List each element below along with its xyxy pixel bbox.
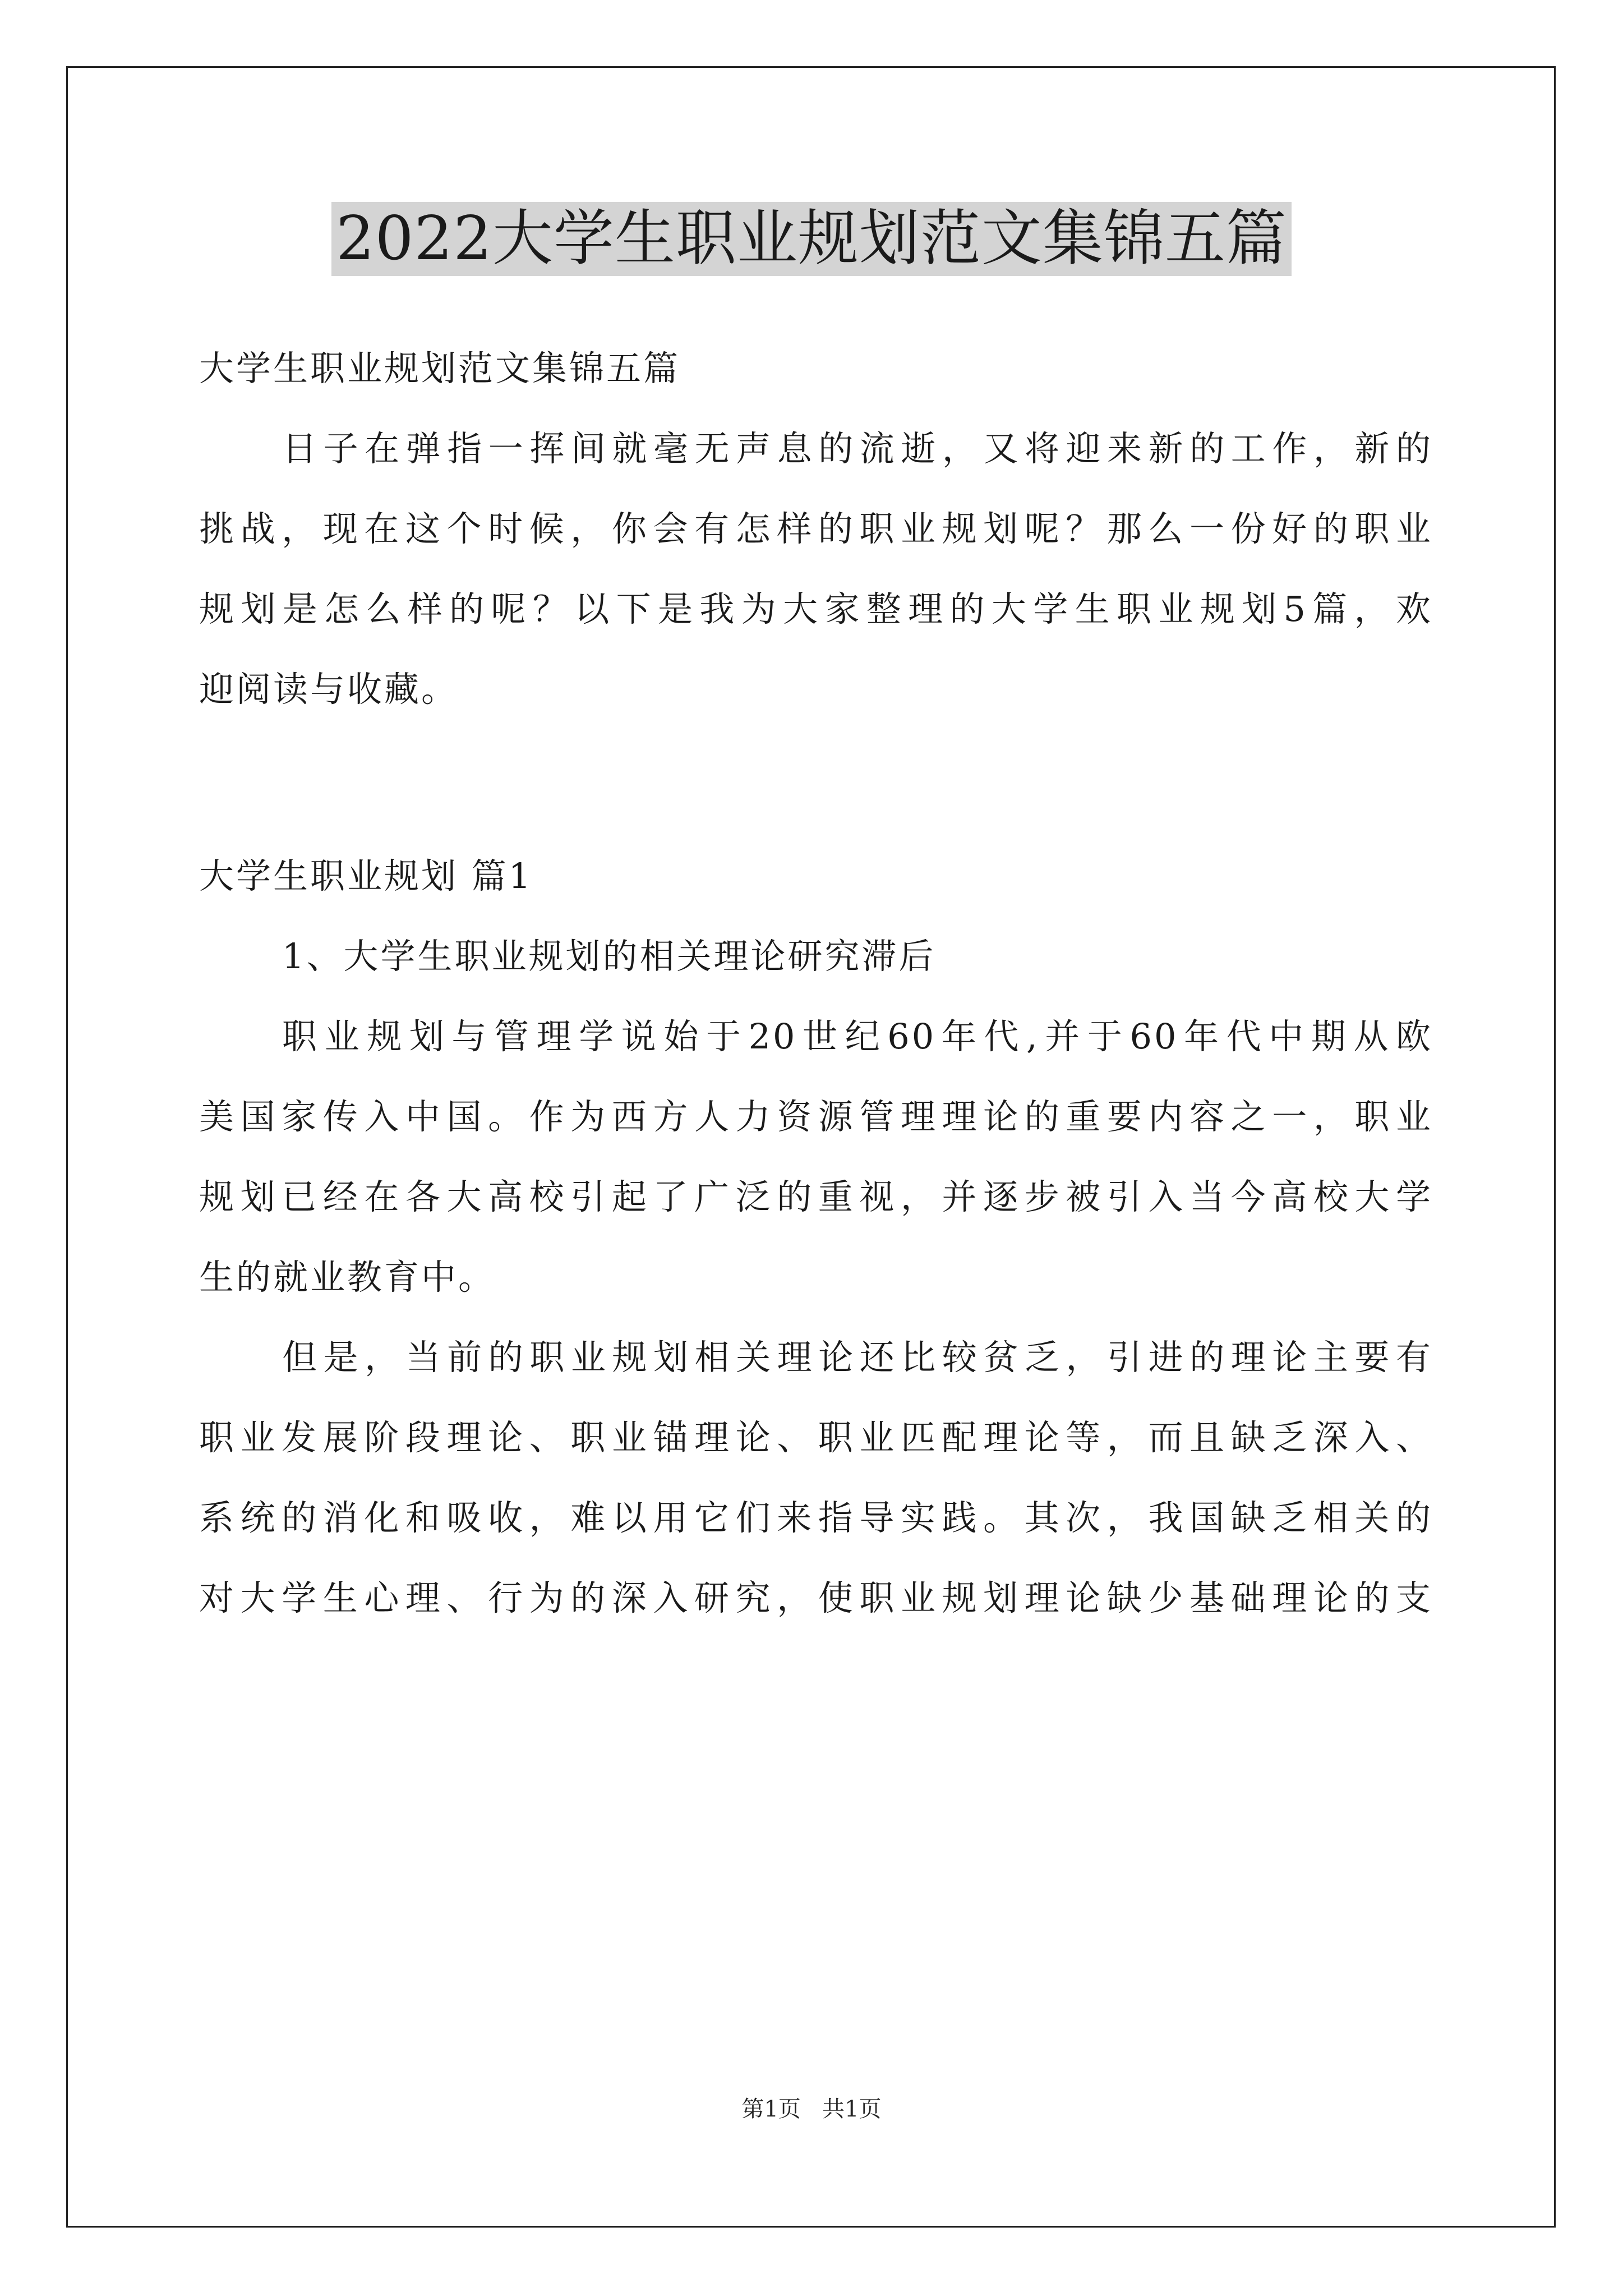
paragraph-line: 规划是怎么样的呢？以下是我为大家整理的大学生职业规划5篇，欢 <box>199 588 1433 629</box>
paragraph-line: 职业发展阶段理论、职业锚理论、职业匹配理论等，而且缺乏深入、 <box>199 1417 1433 1458</box>
subtitle: 大学生职业规划范文集锦五篇 <box>199 348 681 389</box>
paragraph-line: 生的就业教育中。 <box>199 1257 496 1297</box>
body-paragraph-1 <box>199 996 1433 1317</box>
document-body <box>199 328 1433 1638</box>
paragraph-line: 对大学生心理、行为的深入研究，使职业规划理论缺少基础理论的支 <box>199 1577 1433 1618</box>
intro-paragraph <box>199 408 1433 729</box>
paragraph-line: 职业规划与管理学说始于20世纪60年代,并于60年代中期从欧 <box>282 1016 1433 1057</box>
paragraph-line: 日子在弹指一挥间就毫无声息的流逝，又将迎来新的工作，新的 <box>282 428 1433 469</box>
paragraph-line: 美国家传入中国。作为西方人力资源管理理论的重要内容之一，职业 <box>199 1096 1433 1137</box>
paragraph-line: 迎阅读与收藏。 <box>199 669 459 710</box>
page-number: 第1页 共1页 <box>741 2096 882 2122</box>
point-heading: 1、大学生职业规划的相关理论研究滞后 <box>282 936 936 977</box>
body-paragraph-2 <box>199 1317 1433 1638</box>
title-container <box>0 202 1623 276</box>
paragraph-line: 但是，当前的职业规划相关理论还比较贫乏，引进的理论主要有 <box>282 1337 1433 1378</box>
paragraph-line: 系统的消化和吸收，难以用它们来指导实践。其次，我国缺乏相关的 <box>199 1497 1433 1538</box>
document-title: 2022大学生职业规划范文集锦五篇 <box>331 202 1292 276</box>
paragraph-line: 规划已经在各大高校引起了广泛的重视，并逐步被引入当今高校大学 <box>199 1176 1433 1217</box>
section-gap <box>199 729 1433 836</box>
paragraph-line: 挑战，现在这个时候，你会有怎样的职业规划呢？那么一份好的职业 <box>199 508 1433 549</box>
section-heading: 大学生职业规划 篇1 <box>199 855 533 896</box>
